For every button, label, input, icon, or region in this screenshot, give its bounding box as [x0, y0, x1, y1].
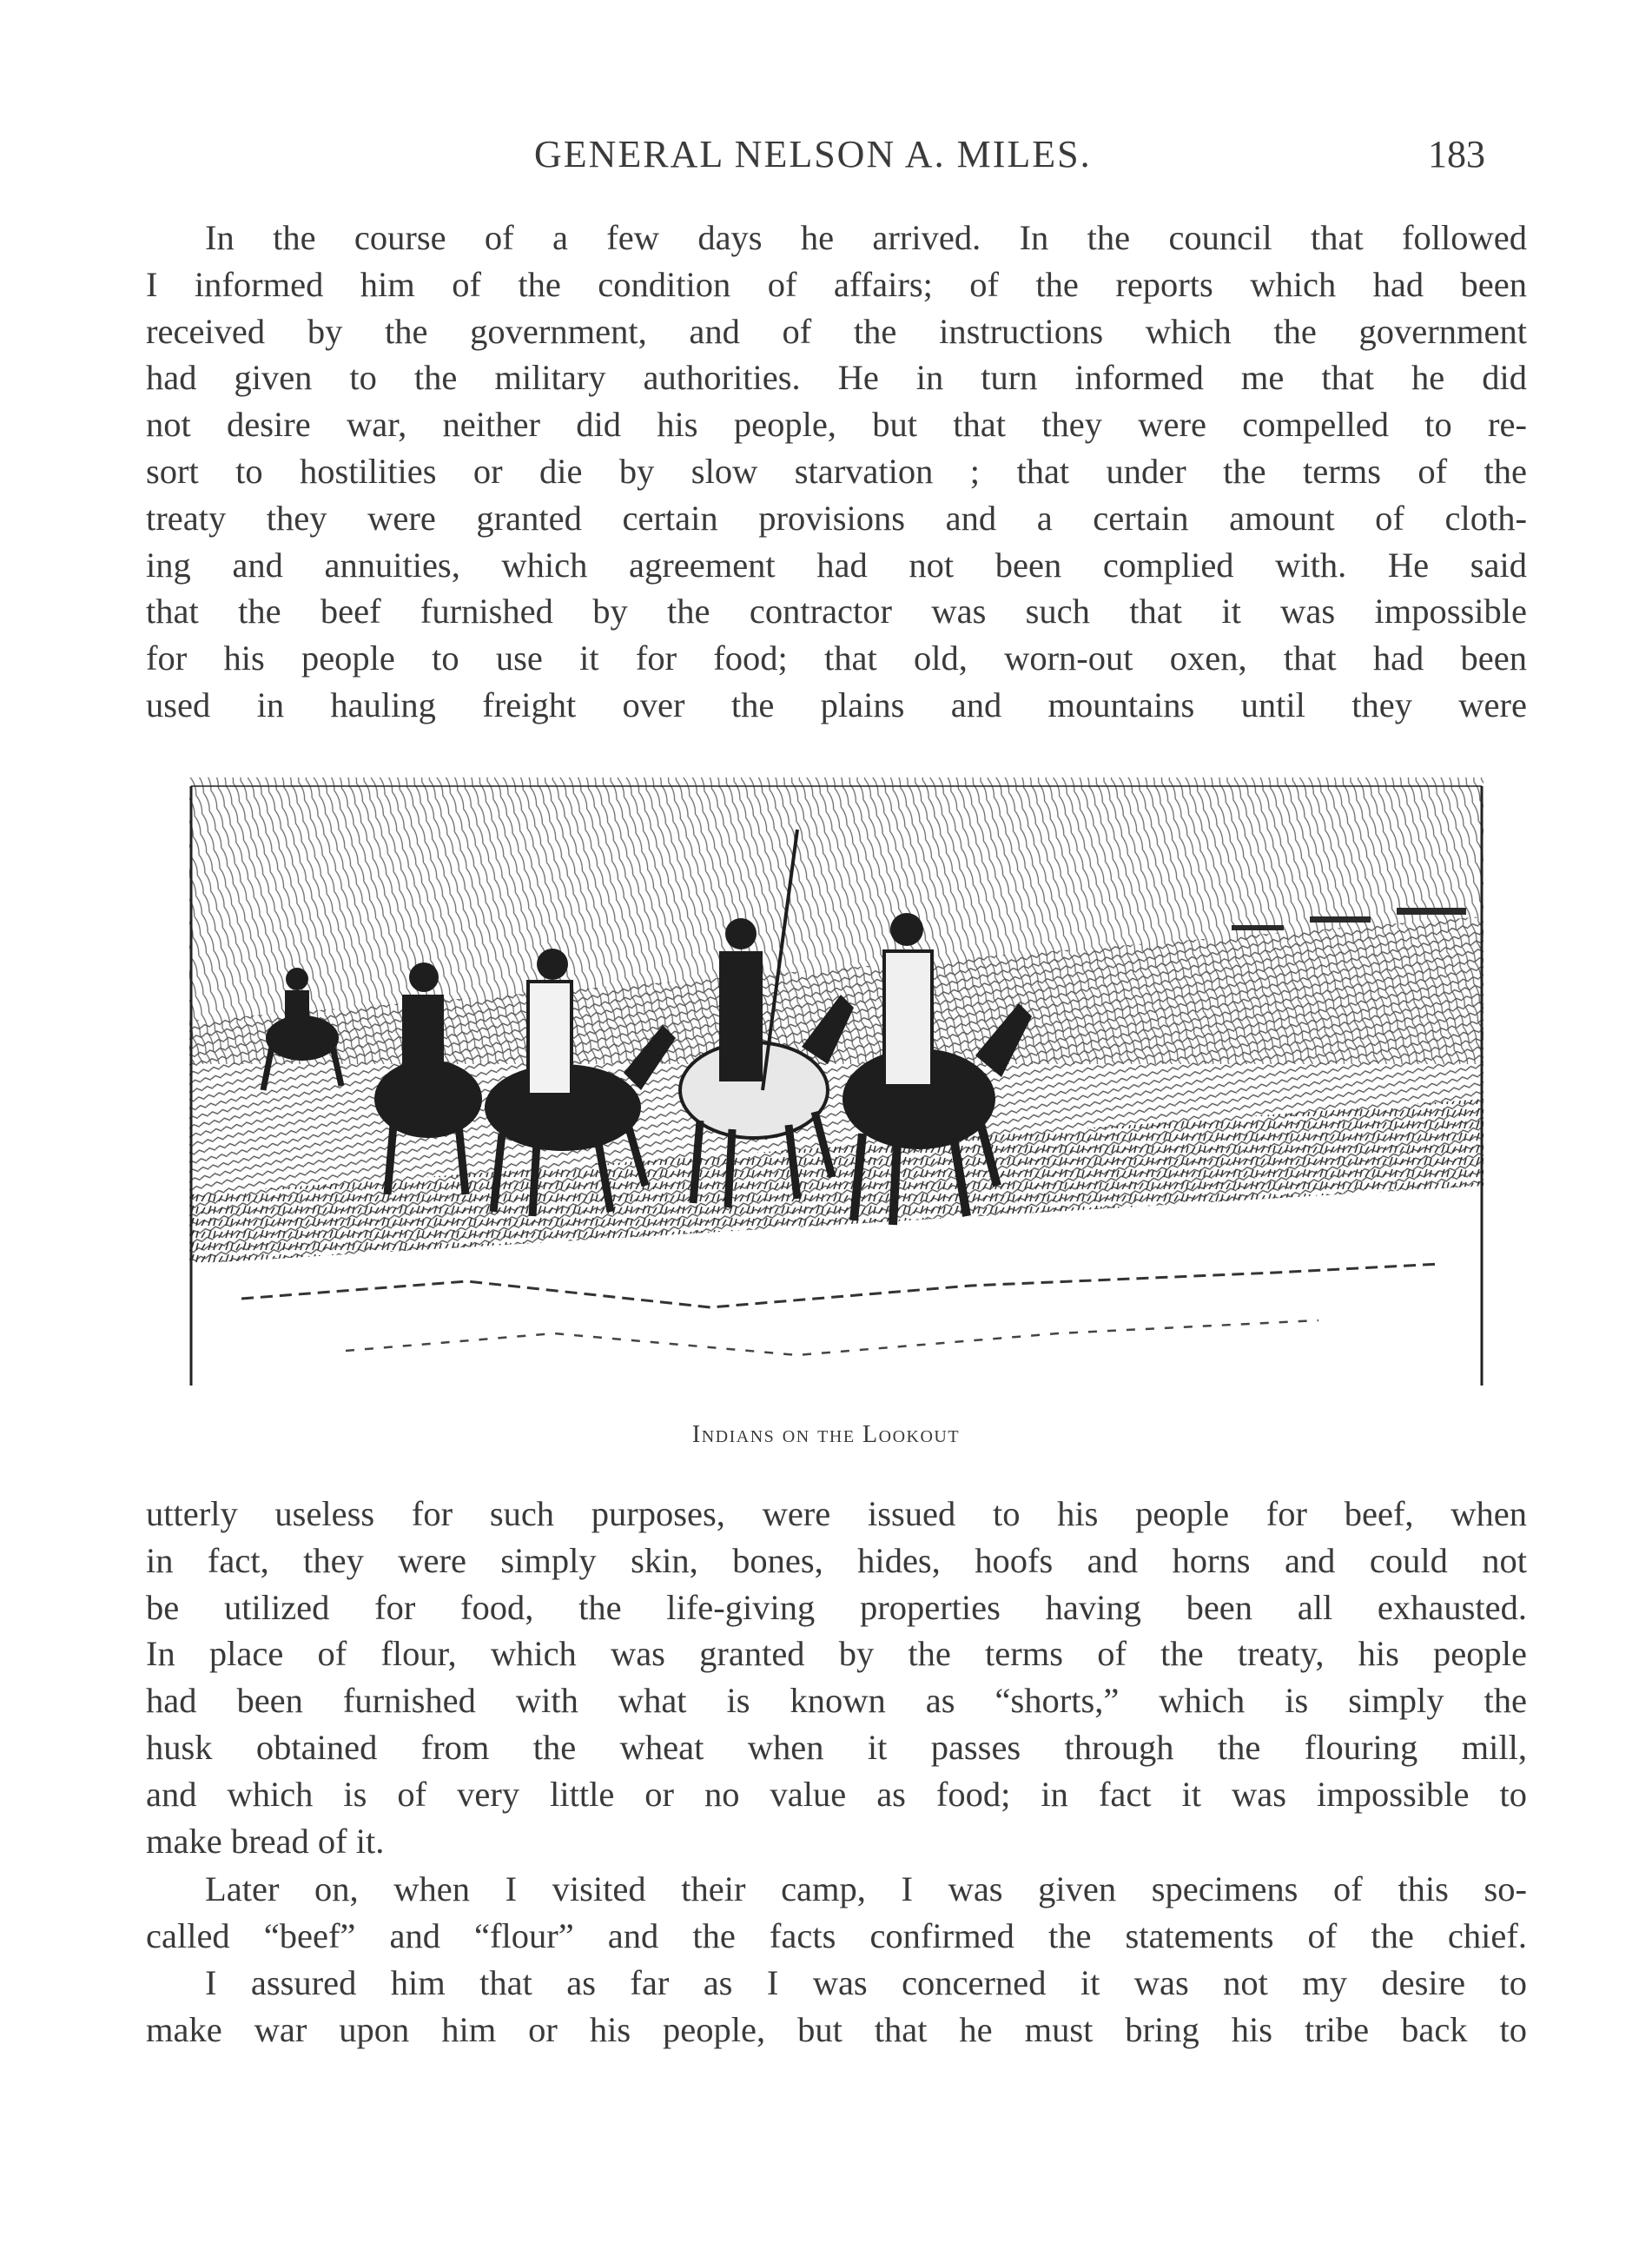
paragraph-4 — [146, 1960, 1527, 2054]
text-line: treaty they were granted certain provisions and a certain amount of cloth- — [146, 498, 1527, 538]
text-line: I assured him that as far as I was concerned it was not my desire to — [205, 1963, 1527, 2002]
paragraph-3 — [146, 1866, 1527, 1960]
text-line: In the course of a few days he arrived. In the council that followed — [205, 218, 1527, 257]
page-number: 183 — [1428, 133, 1485, 175]
text-line: make war upon him or his people, but that he must bring his tribe back to — [146, 2009, 1527, 2049]
text-line: not desire war, neither did his people, but that they were compelled to re- — [146, 405, 1527, 445]
text-line: used in hauling freight over the plains and mountains until they were — [146, 685, 1527, 724]
text-line: for his people to use it for food; that old, worn-out oxen, that had been — [146, 638, 1527, 678]
text-line: husk obtained from the wheat when it passes through the flouring mill, — [146, 1727, 1527, 1767]
illustration-indians-on-lookout — [189, 777, 1483, 1403]
text-line: utterly useless for such purposes, were issued to his people for beef, when — [146, 1494, 1527, 1533]
text-line: and which is of very little or no value as food; in fact it was impossible to — [146, 1774, 1527, 1814]
text-line: received by the government, and of the instructions which the government — [146, 311, 1527, 351]
text-line: had been furnished with what is known as “shorts,” which is simply the — [146, 1681, 1527, 1721]
paragraph-1 — [146, 215, 1527, 729]
figure-caption: Indians on the Lookout — [691, 1421, 961, 1448]
text-line: ing and annuities, which agreement had not been complied with. He said — [146, 545, 1527, 585]
paragraph-2 — [146, 1491, 1527, 1864]
text-line: sort to hostilities or die by slow starvation ; that under the terms of the — [146, 451, 1527, 491]
text-line: I informed him of the condition of affairs; of the reports which had been — [146, 264, 1527, 304]
running-head — [534, 132, 1485, 184]
running-title: GENERAL NELSON A. MILES. — [534, 133, 1092, 175]
text-line: make bread of it. — [146, 1821, 385, 1861]
text-line: in fact, they were simply skin, bones, hides, hoofs and horns and could not — [146, 1540, 1527, 1580]
text-line: that the beef furnished by the contractor was such that it was impossible — [146, 592, 1527, 632]
text-line: In place of flour, which was granted by the terms of the treaty, his people — [146, 1634, 1527, 1674]
text-line: had given to the military authorities. He in turn informed me that he did — [146, 358, 1527, 398]
text-line: called “beef” and “flour” and the facts confirmed the statements of the chief. — [146, 1915, 1527, 1955]
text-line: Later on, when I visited their camp, I was given specimens of this so- — [205, 1869, 1527, 1908]
text-line: be utilized for food, the life-giving properties having been all exhausted. — [146, 1587, 1527, 1627]
